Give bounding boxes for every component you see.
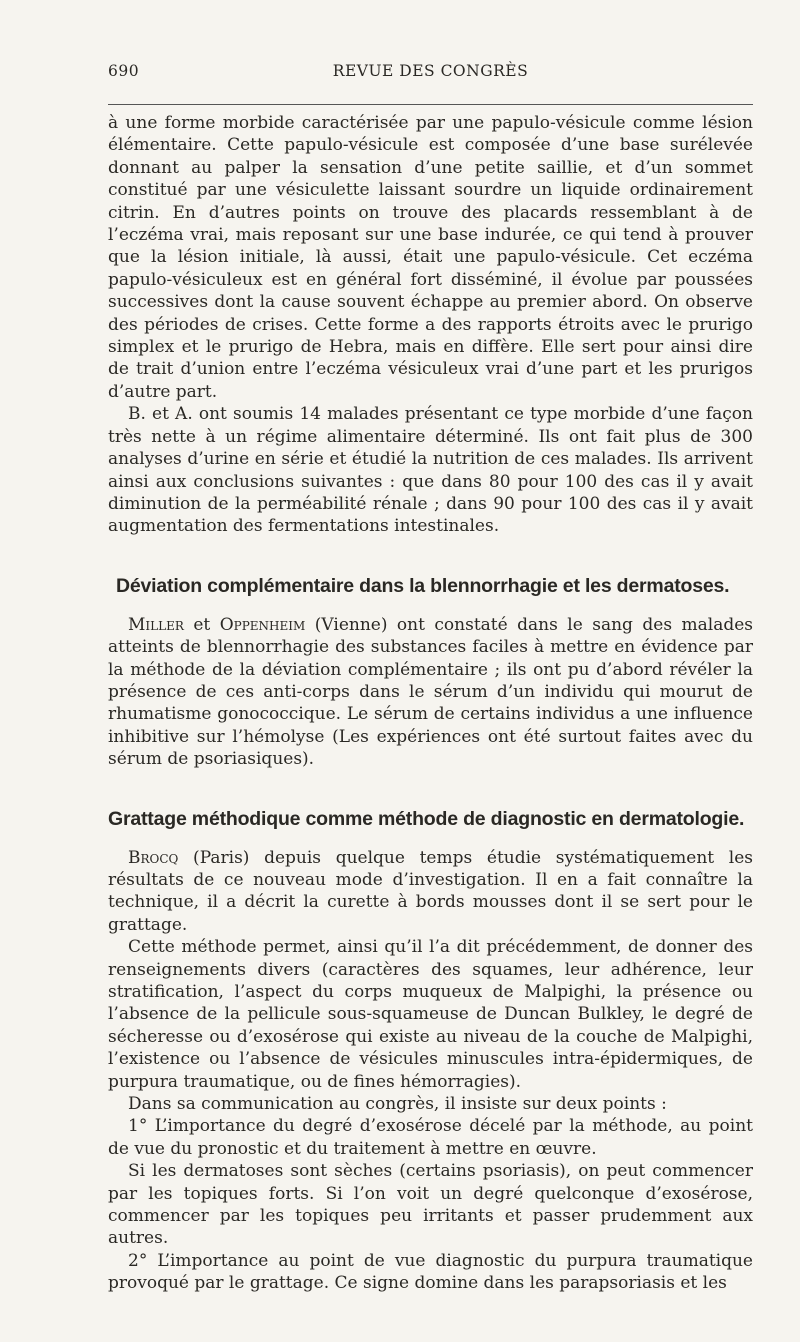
paragraph	[108, 847, 753, 937]
paragraph: Si les dermatoses sont sèches (certains psoriasis), on peut commencer par les topiques forts. Si l’on voit un degré quelconque d’exosérose, commencer par les topiques peu irritants et passer prudemment aux autres.	[108, 1161, 753, 1249]
page-number: 690	[108, 62, 140, 80]
author-name: Oppenheim	[219, 614, 306, 635]
paragraph: B. et A. ont soumis 14 malades présentant ce type morbide d’une façon très nette à un régime alimentaire déterminé. Ils ont fait plus de 300 analyses d’urine en série et étudié la nutrition de ces malades. Ils arrivent ainsi aux conclusions suivantes : que dans 80 pour 100 des cas il y avait diminution de la perméabilité rénale ; dans 90 pour 100 des cas il y avait augmentation des fermentations intestinales.	[108, 404, 753, 537]
paragraph: 2° L’importance au point de vue diagnostic du purpura traumatique provoqué par le grattage. Ce signe domine dans les parapsoriasis et les	[108, 1250, 753, 1294]
paragraph: à une forme morbide caractérisée par une papulo-vésicule comme lésion élémentaire. Cette papulo-vésicule est composée d’une base surélevée donnant au palper la sensation d’une petite saillie, et d’un sommet constitué par une vésiculette laissant sourdre un liquide ordinairement citrin. En d’autres points on trouve des placards ressemblant à de l’eczéma vrai, mais reposant sur une base indurée, ce qui tend à prouver que la lésion initiale, là aussi, était une papulo-vésicule. Cet eczéma papulo-vésiculeux est en général fort disséminé, il évolue par poussées successives dont la cause souvent échappe au premier abord. On observe des périodes de crises. Cette forme a des rapports étroits avec le prurigo simplex et le prurigo de Hebra, mais en diffère. Elle sert pour ainsi dire de trait d’union entre l’eczéma vésiculeux vrai d’une part et les prurigos d’autre part.	[108, 113, 753, 402]
conjunction: et	[183, 614, 220, 635]
paragraph: Dans sa communication au congrès, il insiste sur deux points :	[128, 1094, 667, 1115]
paragraph-text: (Paris) depuis quelque temps étudie systématiquement les résultats de ce nouveau mode d’investigation. Il en a fait connaître la technique, il a décrit la curette à bords mousses dont il se sert pour le grattage.	[108, 847, 753, 935]
section-title-deviation: Déviation complémentaire dans la blennorrhagie et les dermatoses.	[116, 574, 730, 597]
article-body	[108, 112, 753, 1295]
header-rule	[108, 104, 753, 105]
paragraph	[108, 614, 753, 771]
running-title: REVUE DES CONGRÈS	[332, 62, 529, 80]
paragraph: 1° L’importance du degré d’exosérose décelé par la méthode, au point de vue du pronostic et du traitement à mettre en œuvre.	[108, 1116, 753, 1159]
paragraph-text: (Vienne) ont constaté dans le sang des malades atteints de blennorrhagie des substances faciles à mettre en évidence par la méthode de la déviation complémentaire ; ils ont pu d’abord révéler la présence de ces anti-corps dans le sérum d’un individu qui mourut de rhumatisme gonococcique. Le sérum de certains individus a une influence inhibitive sur l’hémolyse (Les expériences ont été surtout faites avec du sérum de psoriasiques).	[108, 614, 753, 770]
author-name: Miller	[128, 614, 184, 635]
paragraph: Cette méthode permet, ainsi qu’il l’a dit précédemment, de donner des renseignements divers (caractères des squames, leur adhérence, leur stratification, l’aspect du corps muqueux de Malpighi, la présence ou l’absence de la pellicule sous-squameuse de Duncan Bulkley, le degré de sécheresse ou d’exosérose qui existe au niveau de la couche de Malpighi, l’existence ou l’absence de vésicules minuscules intra-épidermiques, de purpura traumatique, ou de fines hémorragies).	[108, 937, 753, 1092]
section-title-grattage: Grattage méthodique comme méthode de diagnostic en dermatologie.	[108, 807, 745, 830]
author-name: Brocq	[128, 847, 179, 868]
